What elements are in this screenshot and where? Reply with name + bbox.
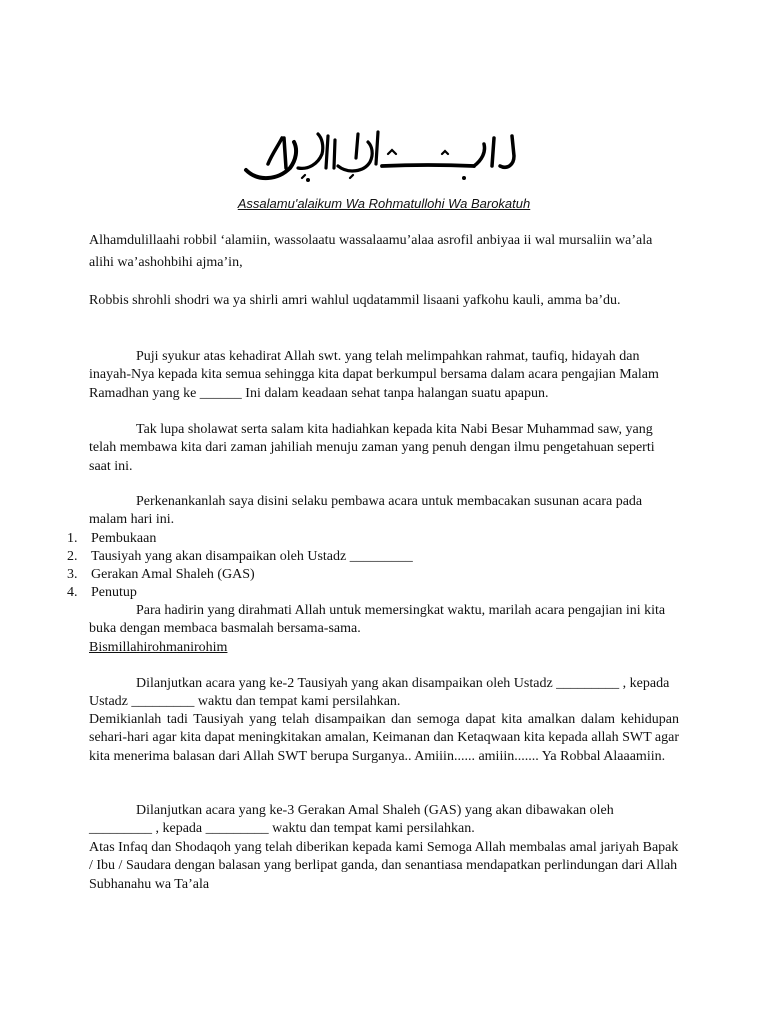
- paragraph-para-hadirin: Para hadirin yang dirahmati Allah untuk memersingkat waktu, marilah acara pengajian ini kita buka dengan membaca basmalah bersama-sama.: [89, 603, 666, 637]
- paragraph-demikian: Demikianlah tadi Tausiyah yang telah disampaikan dan semoga dapat kita amalkan dalam kehidupan sehari-hari agar kita dapat meningkitakan amalan, Keimanan dan Ketaqwaan kita kepada allah SWT agar kita menerima balasan dari Allah SWT berupa Surganya.. Amiiin...... amiiin....... Ya Robbal Alaaamiin.: [89, 712, 679, 764]
- bismillah-line: Bismillahirohmanirohim: [89, 640, 228, 655]
- greeting-heading: Assalamu'alaikum Wa Rohmatullohi Wa Barokatuh: [237, 196, 531, 211]
- agenda-item: 1. Pembukaan: [67, 531, 157, 546]
- paragraph-acara-3: Dilanjutkan acara yang ke-3 Gerakan Amal Shaleh (GAS) yang akan dibawakan oleh _________ , kepada _________ waktu dan tempat kami persilahkan.: [89, 803, 614, 837]
- paragraph-acara-2: Dilanjutkan acara yang ke-2 Tausiyah yang akan disampaikan oleh Ustadz _________ , kepada Ustadz _________ waktu dan tempat kami persilahkan.: [89, 676, 670, 710]
- paragraph-syukur: Puji syukur atas kehadirat Allah swt. yang telah melimpahkan rahmat, taufiq, hidayah dan inayah-Nya kepada kita semua sehingga kita dapat berkumpul bersama dalam acara pengajian Malam Ramadhan yang ke ______ Ini dalam keadaan sehat tanpa halangan suatu apapun.: [89, 349, 659, 401]
- basmalah-calligraphy: [238, 124, 522, 186]
- paragraph-infaq: Atas Infaq dan Shodaqoh yang telah diberikan kepada kami Semoga Allah membalas amal jariyah Bapak / Ibu / Saudara dengan balasan yang berlipat ganda, dan senantiasa mendapatkan perlindungan dari Allah Subhanahu wa Ta’ala: [89, 840, 679, 892]
- paragraph-perkenankan: Perkenankanlah saya disini selaku pembawa acara untuk membacakan susunan acara pada malam hari ini.: [89, 494, 643, 528]
- opening-prayer-2: Robbis shrohli shodri wa ya shirli amri wahlul uqdatammil lisaani yafkohu kauli, amma ba’du.: [89, 293, 621, 308]
- agenda-item: 2. Tausiyah yang akan disampaikan oleh Ustadz _________: [67, 549, 413, 564]
- opening-prayer-1: Alhamdulillaahi robbil ‘alamiin, wassolaatu wassalaamu’alaa asrofil anbiyaa ii wal mursaliin wa’ala alihi wa’ashohbihi ajma’in,: [89, 233, 653, 270]
- paragraph-sholawat: Tak lupa sholawat serta salam kita hadiahkan kepada kita Nabi Besar Muhammad saw, yang telah membawa kita dari zaman jahiliah menuju zaman yang penuh dengan ilmu pengetahuan seperti saat ini.: [89, 422, 655, 474]
- agenda-item: 4. Penutup: [67, 585, 137, 600]
- agenda-item: 3. Gerakan Amal Shaleh (GAS): [67, 567, 255, 582]
